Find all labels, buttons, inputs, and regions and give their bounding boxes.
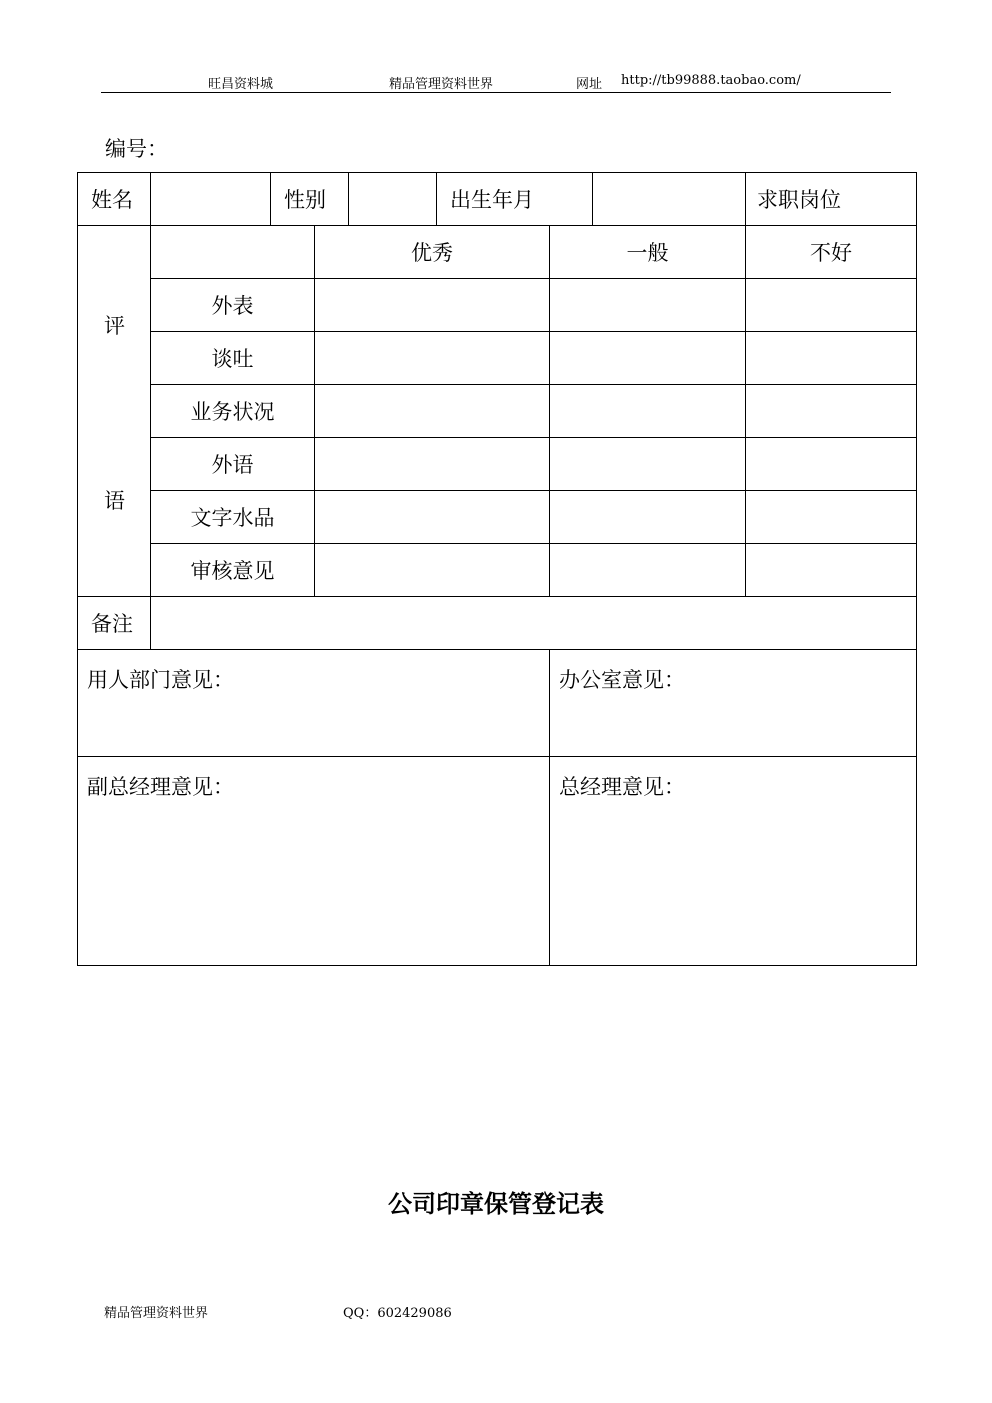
eval-cell-average[interactable] — [550, 438, 746, 491]
header-rule — [101, 92, 891, 93]
eval-item-label: 业务状况 — [151, 385, 315, 438]
eval-header-row — [78, 226, 917, 279]
gm-opinion-field[interactable] — [550, 757, 917, 966]
eval-cell-average[interactable] — [550, 279, 746, 332]
eval-row — [78, 438, 917, 491]
eval-side-label — [78, 226, 151, 597]
eval-cell-excellent[interactable] — [315, 279, 550, 332]
gm-opinion-label: 总经理意见： — [559, 775, 685, 799]
office-opinion-field[interactable] — [550, 650, 917, 757]
vgm-opinion-label: 副总经理意见： — [87, 775, 234, 799]
name-field[interactable] — [151, 173, 271, 226]
eval-cell-excellent[interactable] — [315, 491, 550, 544]
eval-cell-excellent[interactable] — [315, 385, 550, 438]
eval-item-label: 谈吐 — [151, 332, 315, 385]
eval-cell-excellent[interactable] — [315, 544, 550, 597]
dept-opinion-label: 用人部门意见： — [87, 668, 234, 692]
eval-cell-poor[interactable] — [746, 385, 917, 438]
eval-cell-average[interactable] — [550, 491, 746, 544]
eval-cell-excellent[interactable] — [315, 332, 550, 385]
eval-corner-cell — [151, 226, 315, 279]
remarks-label: 备注 — [78, 597, 151, 650]
eval-side-label-top: 评 — [104, 314, 125, 338]
eval-cell-poor[interactable] — [746, 544, 917, 597]
remarks-field[interactable] — [151, 597, 917, 650]
col-header-poor: 不好 — [746, 226, 917, 279]
opinion-row-1 — [78, 650, 917, 757]
col-header-excellent: 优秀 — [315, 226, 550, 279]
eval-cell-average[interactable] — [550, 544, 746, 597]
eval-cell-poor[interactable] — [746, 279, 917, 332]
position-label: 求职岗位 — [746, 173, 917, 226]
remarks-row — [78, 597, 917, 650]
eval-side-label-bottom: 语 — [104, 489, 125, 513]
name-label: 姓名 — [78, 173, 151, 226]
footer-world: 精品管理资料世界 — [104, 1306, 209, 1321]
eval-item-label: 文字水品 — [151, 491, 315, 544]
eval-row — [78, 544, 917, 597]
birth-label: 出生年月 — [437, 173, 593, 226]
eval-item-label: 外语 — [151, 438, 315, 491]
office-opinion-label: 办公室意见： — [559, 668, 685, 692]
eval-cell-poor[interactable] — [746, 332, 917, 385]
vgm-opinion-field[interactable] — [78, 757, 550, 966]
form-code-label: 编号： — [105, 137, 168, 161]
header-site-label: 网址 — [576, 77, 603, 92]
eval-row — [78, 491, 917, 544]
birth-field[interactable] — [593, 173, 746, 226]
gender-field[interactable] — [349, 173, 437, 226]
next-form-title: 公司印章保管登记表 — [388, 1190, 604, 1218]
footer-qq: QQ：602429086 — [343, 1306, 452, 1321]
eval-item-label: 外表 — [151, 279, 315, 332]
basic-info-row — [78, 173, 917, 226]
col-header-average: 一般 — [550, 226, 746, 279]
applicant-evaluation-form — [77, 172, 917, 966]
eval-item-label: 审核意见 — [151, 544, 315, 597]
opinion-row-2 — [78, 757, 917, 966]
eval-row — [78, 279, 917, 332]
dept-opinion-field[interactable] — [78, 650, 550, 757]
eval-cell-poor[interactable] — [746, 491, 917, 544]
eval-row — [78, 332, 917, 385]
eval-row — [78, 385, 917, 438]
gender-label: 性别 — [271, 173, 349, 226]
header-url: http://tb99888.taobao.com/ — [621, 73, 801, 88]
header-world: 精品管理资料世界 — [389, 77, 494, 92]
eval-cell-excellent[interactable] — [315, 438, 550, 491]
eval-cell-average[interactable] — [550, 332, 746, 385]
header-shop: 旺昌资料城 — [208, 77, 274, 92]
eval-cell-poor[interactable] — [746, 438, 917, 491]
eval-cell-average[interactable] — [550, 385, 746, 438]
